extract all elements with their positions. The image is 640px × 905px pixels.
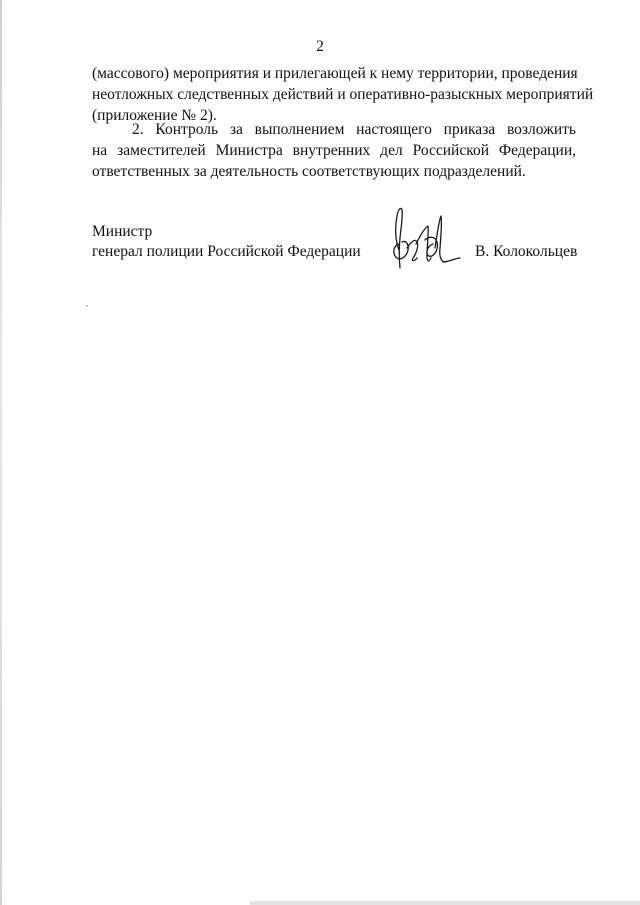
paragraph-line: ответственных за деятельность соответствующих подразделений. (92, 163, 526, 180)
paragraph-line: 2. Контроль за выполнением настоящего приказа возложить (132, 121, 576, 138)
paragraph-line: (приложение № 2). (92, 107, 217, 124)
page-number: 2 (316, 38, 324, 55)
signatory-name: В. Колокольцев (475, 243, 578, 260)
paragraph-line: (массового) мероприятия и прилегающей к нему территории, проведения (92, 65, 578, 82)
paragraph-line: неотложных следственных действий и оперативно-разыскных мероприятий (92, 86, 594, 103)
signatory-title: Министр (92, 223, 153, 240)
paragraph-line: на заместителей Министра внутренних дел Российской Федерации, (92, 142, 576, 159)
scan-edge-bottom (250, 901, 640, 905)
signature-block (92, 222, 582, 282)
paragraph-control-clause (92, 119, 576, 182)
paragraph-continuation (92, 63, 594, 126)
scan-artifact (86, 305, 88, 307)
scan-edge-left (0, 0, 2, 905)
handwritten-signature (389, 204, 461, 272)
signatory-rank: генерал полиции Российской Федерации (92, 243, 361, 260)
